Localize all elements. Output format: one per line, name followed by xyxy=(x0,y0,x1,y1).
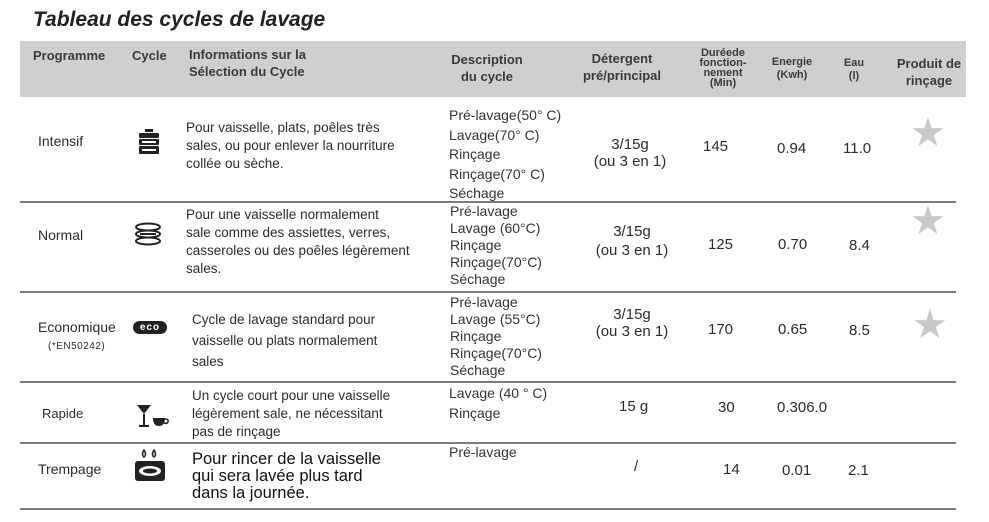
header-eau: Eau (l) xyxy=(843,57,865,82)
header-energie: Energie (Kwh) xyxy=(771,56,813,81)
programme-name: Trempage xyxy=(38,461,102,477)
programme-note: (*EN50242) xyxy=(48,341,106,352)
energy-value: 0.70 xyxy=(778,236,808,253)
cycle-description: Pré-lavage(50° C) Lavage(70° C) Rinçage Rinçage(70° C) Séchage xyxy=(449,107,562,201)
energy-value: 0.94 xyxy=(777,140,807,157)
cycle-info: Cycle de lavage standard pour vaisselle ou plats normalement sales xyxy=(192,312,378,369)
detergent-value: 15 g xyxy=(619,398,649,415)
header-cycle: Cycle xyxy=(132,48,167,63)
duration-value: 125 xyxy=(708,236,734,253)
row-divider xyxy=(20,508,956,510)
header-detergent: Détergent pré/principal xyxy=(582,51,662,83)
duration-value: 30 xyxy=(718,399,735,416)
cycle-description: Pré-lavage Lavage (55°C) Rinçage Rinçage(70°C) Séchage xyxy=(450,294,542,378)
cycle-info: Un cycle court pour une vaisselle légèrement sale, ne nécessitant pas de rinçage xyxy=(192,388,391,439)
detergent-value: / xyxy=(634,458,639,475)
star-icon: ★ xyxy=(912,303,948,347)
water-value: 2.1 xyxy=(848,462,869,479)
cycle-info: Pour une vaisselle normalement sale comme des assiettes, verres, casseroles ou des poêles légèrement sales. xyxy=(186,207,410,276)
intensive-pot-icon xyxy=(135,128,163,156)
normal-plates-icon xyxy=(134,222,162,248)
water-value: 8.5 xyxy=(849,322,870,339)
duration-value: 14 xyxy=(723,461,740,478)
duration-value: 145 xyxy=(703,138,729,155)
star-icon: ★ xyxy=(910,199,946,243)
header-duree: Duréede fonction- nement (Min) xyxy=(699,47,747,89)
row-divider xyxy=(20,291,956,293)
cycle-info: Pour vaisselle, plats, poêles très sales, ou pour enlever la nourriture collée ou sèche. xyxy=(186,120,395,171)
programme-name: Intensif xyxy=(38,133,84,149)
header-programme: Programme xyxy=(33,48,106,63)
programme-name: Normal xyxy=(38,227,84,243)
programme-name: Economique xyxy=(38,319,116,335)
programme-name: Rapide xyxy=(42,406,84,421)
water-value: 8.4 xyxy=(849,237,870,254)
glass-cup-icon xyxy=(135,403,169,431)
header-description: Description du cycle xyxy=(451,52,523,84)
detergent-value: 3/15g (ou 3 en 1) xyxy=(593,136,667,170)
energy-value: 0.65 xyxy=(778,321,808,338)
star-icon: ★ xyxy=(910,111,946,155)
table-title: Tableau des cycles de lavage xyxy=(33,8,326,31)
energy-value: 0.306.0 xyxy=(777,399,828,416)
eco-icon: eco xyxy=(133,321,167,334)
detergent-value: 3/15g (ou 3 en 1) xyxy=(595,223,669,259)
detergent-value: 3/15g (ou 3 en 1) xyxy=(595,306,669,340)
header-info: Informations sur la Sélection du Cycle xyxy=(189,47,307,79)
water-value: 11.0 xyxy=(843,140,872,157)
cycle-description: Lavage (40 ° C) Rinçage xyxy=(449,385,548,421)
cycle-info: Pour rincer de la vaisselle qui sera lavée plus tard dans la journée. xyxy=(192,450,381,502)
duration-value: 170 xyxy=(708,321,734,338)
soak-basin-icon xyxy=(133,449,167,483)
header-produit-rincage: Produit de rinçage xyxy=(896,56,962,88)
energy-value: 0.01 xyxy=(782,462,812,479)
cycle-description: Pré-lavage xyxy=(449,444,517,460)
cycle-description: Pré-lavage Lavage (60°C) Rinçage Rinçage(70°C) Séchage xyxy=(450,203,542,287)
